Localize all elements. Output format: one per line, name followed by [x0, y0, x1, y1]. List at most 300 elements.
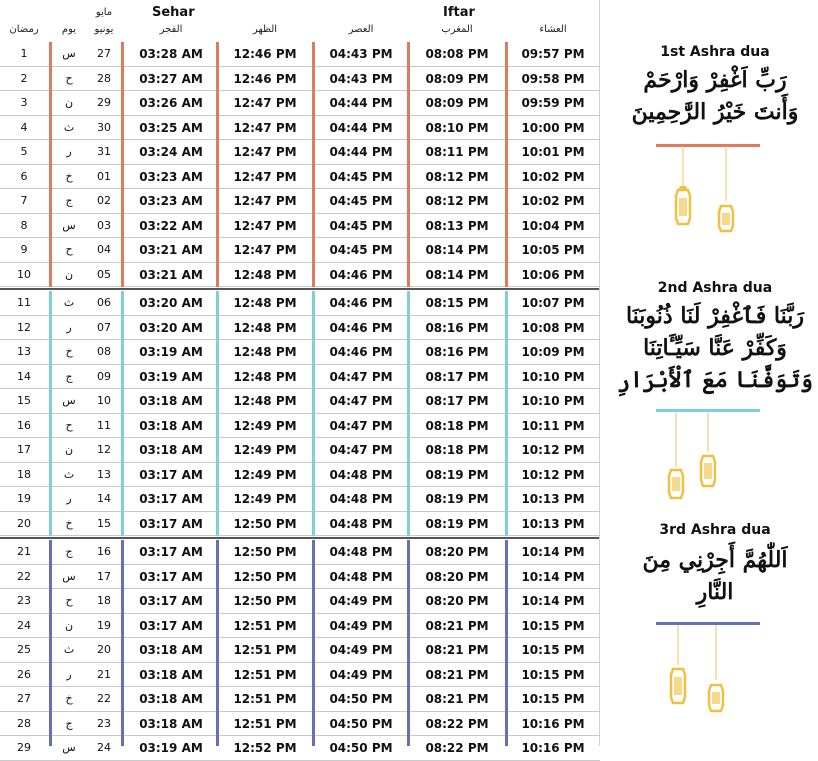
isha-time: 10:06 PM — [521, 267, 585, 282]
fajr-time: 03:17 AM — [139, 492, 203, 506]
isha-time: 10:12 PM — [521, 467, 585, 482]
table-row — [0, 638, 600, 663]
day-cell: خ — [65, 345, 73, 358]
table-right-border — [599, 0, 600, 746]
isha-time: 10:00 PM — [521, 120, 585, 135]
dua-3-title: 3rd Ashra dua — [659, 522, 771, 538]
column-divider — [312, 540, 315, 746]
fajr-time: 03:22 AM — [139, 218, 203, 233]
fajr-time: 03:18 AM — [139, 643, 203, 657]
zuhr-time: 12:49 PM — [233, 467, 297, 482]
ramadan-cell: 19 — [17, 492, 31, 505]
asr-time: 04:50 PM — [329, 692, 393, 706]
day-cell: ر — [66, 667, 72, 681]
fajr-time: 03:17 AM — [139, 545, 203, 559]
ramadan-cell: 4 — [20, 120, 28, 134]
column-divider — [121, 42, 124, 287]
day-cell: ج — [65, 369, 73, 383]
zuhr-time: 12:48 PM — [233, 296, 297, 310]
column-divider — [49, 540, 52, 746]
date-cell: 03 — [97, 218, 111, 232]
day-cell: ن — [64, 96, 74, 109]
day-cell: خ — [65, 169, 73, 183]
date-cell: 17 — [97, 569, 111, 583]
ashra-separator — [0, 537, 600, 539]
fajr-time: 03:19 AM — [139, 345, 203, 359]
zuhr-time: 12:49 PM — [233, 492, 297, 506]
fajr-time: 03:17 AM — [139, 594, 203, 608]
table-row — [0, 712, 600, 737]
maghrib-time: 08:09 PM — [425, 96, 489, 110]
zuhr-time: 12:47 PM — [233, 120, 297, 135]
table-row — [0, 91, 600, 116]
maghrib-time: 08:10 PM — [425, 120, 489, 135]
day-cell: ج — [65, 545, 73, 558]
day-header: يوم — [61, 24, 77, 35]
maghrib-time: 08:09 PM — [425, 71, 489, 86]
column-divider — [505, 540, 508, 746]
day-cell: ح — [65, 243, 73, 256]
zuhr-time: 12:51 PM — [233, 692, 297, 706]
column-divider — [407, 291, 410, 536]
maghrib-time: 08:12 PM — [425, 169, 489, 184]
ramadan-cell: 23 — [17, 594, 31, 607]
table-row — [0, 389, 600, 414]
column-divider — [407, 540, 410, 746]
isha-time: 09:58 PM — [521, 71, 585, 86]
day-cell: س — [62, 47, 76, 60]
day-cell: س — [62, 394, 76, 407]
day-cell: ن — [64, 267, 74, 281]
dua-2-text — [612, 300, 818, 396]
asr-time: 04:47 PM — [329, 443, 393, 457]
table-row — [0, 736, 600, 761]
ramadan-cell: 11 — [17, 296, 31, 309]
dua-1-line-1: رَبِّ اَغْفِرْ وَارْحَمْ — [643, 67, 787, 93]
fajr-time: 03:28 AM — [139, 47, 203, 61]
zuhr-time: 12:48 PM — [233, 394, 297, 408]
maghrib-time: 08:18 PM — [425, 443, 489, 457]
maghrib-time: 08:17 PM — [425, 394, 489, 408]
fajr-time: 03:18 AM — [139, 667, 203, 682]
date-cell: 24 — [97, 741, 111, 754]
asr-time: 04:50 PM — [329, 741, 393, 755]
zuhr-time: 12:51 PM — [233, 643, 297, 657]
date-cell: 10 — [97, 394, 111, 407]
asr-time: 04:48 PM — [329, 569, 393, 584]
maghrib-time: 08:21 PM — [425, 618, 489, 633]
table-row — [0, 687, 600, 712]
zuhr-time: 12:47 PM — [233, 169, 297, 184]
fajr-time: 03:18 AM — [139, 692, 203, 706]
asr-time: 04:44 PM — [329, 120, 393, 135]
asr-time: 04:45 PM — [329, 169, 393, 184]
fajr-time: 03:23 AM — [139, 194, 203, 208]
table-row — [0, 540, 600, 565]
zuhr-time: 12:52 PM — [233, 741, 297, 755]
ramadan-cell: 9 — [20, 243, 28, 256]
maghrib-time: 08:16 PM — [425, 345, 489, 359]
date-cell: 01 — [97, 169, 111, 183]
column-divider — [407, 42, 410, 287]
fajr-time: 03:25 AM — [139, 120, 203, 135]
table-row — [0, 116, 600, 141]
date-cell: 13 — [97, 467, 111, 481]
ramadan-cell: 25 — [17, 643, 31, 656]
day-cell: ر — [66, 145, 72, 158]
table-row — [0, 189, 600, 214]
zuhr-time: 12:50 PM — [233, 516, 297, 531]
zuhr-time: 12:50 PM — [233, 545, 297, 559]
column-divider — [49, 42, 52, 287]
dua-2-line-2: وَكَفِّرْ عَنَّا سَيِّـَٔاتِنَا — [643, 335, 787, 361]
table-row — [0, 512, 600, 537]
fajr-time: 03:23 AM — [139, 169, 203, 184]
zuhr-time: 12:49 PM — [233, 418, 297, 433]
zuhr-time: 12:48 PM — [233, 267, 297, 282]
asr-time: 04:46 PM — [329, 345, 393, 359]
column-divider — [216, 42, 219, 287]
table-row — [0, 238, 600, 263]
maghrib-time: 08:20 PM — [425, 545, 489, 559]
fajr-time: 03:18 AM — [139, 716, 203, 731]
fajr-time: 03:20 AM — [139, 296, 203, 310]
table-row — [0, 438, 600, 463]
ramadan-cell: 3 — [20, 96, 28, 109]
ramadan-cell: 15 — [17, 394, 31, 407]
fajr-time: 03:19 AM — [139, 741, 203, 755]
dua-panel — [612, 0, 818, 746]
date-cell: 14 — [97, 492, 111, 505]
isha-time: 10:13 PM — [521, 492, 585, 506]
isha-time: 09:57 PM — [521, 47, 585, 61]
ramadan-cell: 29 — [17, 741, 31, 754]
isha-time: 10:10 PM — [521, 394, 585, 408]
asr-time: 04:46 PM — [329, 267, 393, 282]
column-divider — [505, 42, 508, 287]
ashra-separator — [0, 288, 600, 290]
zuhr-time: 12:48 PM — [233, 369, 297, 384]
zuhr-time: 12:46 PM — [233, 47, 297, 61]
day-cell: ج — [65, 716, 73, 730]
ramadan-cell: 17 — [17, 443, 31, 456]
asr-header: العصر — [348, 24, 374, 35]
maghrib-header: المغرب — [441, 24, 473, 35]
maghrib-time: 08:12 PM — [425, 194, 489, 208]
column-divider — [312, 291, 315, 536]
maghrib-time: 08:08 PM — [425, 47, 489, 61]
maghrib-time: 08:14 PM — [425, 243, 489, 257]
isha-time: 10:09 PM — [521, 345, 585, 359]
isha-time: 10:16 PM — [521, 741, 585, 755]
day-cell: خ — [65, 516, 73, 530]
zuhr-time: 12:49 PM — [233, 443, 297, 457]
table-row — [0, 67, 600, 92]
ramadan-cell: 27 — [17, 692, 31, 705]
zuhr-time: 12:51 PM — [233, 618, 297, 633]
fajr-time: 03:17 AM — [139, 516, 203, 531]
isha-time: 10:13 PM — [521, 516, 585, 531]
day-cell: ث — [63, 120, 75, 134]
isha-time: 10:15 PM — [521, 667, 585, 682]
date-cell: 30 — [97, 120, 111, 134]
day-cell: ح — [65, 594, 73, 607]
lantern-icon — [664, 412, 734, 504]
dua-3-line-1: اَللّٰهُمَّ أَجِرْنِي مِنَ — [642, 547, 788, 573]
ramadan-cell: 20 — [17, 516, 31, 530]
zuhr-time: 12:47 PM — [233, 145, 297, 159]
isha-time: 10:10 PM — [521, 369, 585, 384]
column-divider — [216, 540, 219, 746]
iftar-header: Iftar — [443, 5, 475, 20]
asr-time: 04:47 PM — [329, 369, 393, 384]
column-divider — [49, 291, 52, 536]
table-row — [0, 263, 600, 288]
date-cell: 11 — [97, 418, 111, 432]
asr-time: 04:47 PM — [329, 394, 393, 408]
day-cell: ث — [63, 467, 75, 481]
maghrib-time: 08:11 PM — [425, 145, 489, 159]
ramadan-cell: 8 — [20, 218, 28, 232]
zuhr-header: الظهر — [252, 24, 278, 35]
dua-1-line-2: وَأَنتَ خَيْرُ الرَّٰحِمِينَ — [631, 99, 799, 125]
isha-time: 10:02 PM — [521, 194, 585, 208]
asr-time: 04:46 PM — [329, 296, 393, 310]
fajr-time: 03:21 AM — [139, 243, 203, 257]
ramadan-cell: 28 — [17, 716, 31, 730]
asr-time: 04:43 PM — [329, 47, 393, 61]
isha-time: 10:14 PM — [521, 569, 585, 584]
date-cell: 22 — [97, 692, 111, 705]
fajr-time: 03:27 AM — [139, 71, 203, 86]
table-row — [0, 414, 600, 439]
date-cell: 20 — [97, 643, 111, 656]
maghrib-time: 08:19 PM — [425, 492, 489, 506]
fajr-time: 03:17 AM — [139, 569, 203, 584]
dua-2-line-1: رَبَّنَا فَٱغْفِرْ لَنَا ذُنُوبَنَا — [625, 303, 805, 329]
isha-time: 10:04 PM — [521, 218, 585, 233]
isha-header: العشاء — [539, 24, 567, 35]
maghrib-time: 08:19 PM — [425, 516, 489, 531]
zuhr-time: 12:51 PM — [233, 716, 297, 731]
day-cell: س — [62, 569, 76, 583]
zuhr-time: 12:51 PM — [233, 667, 297, 682]
table-row — [0, 589, 600, 614]
maghrib-time: 08:17 PM — [425, 369, 489, 384]
zuhr-time: 12:50 PM — [233, 594, 297, 608]
fajr-time: 03:18 AM — [139, 443, 203, 457]
date-cell: 15 — [97, 516, 111, 530]
isha-time: 10:14 PM — [521, 545, 585, 559]
date-cell: 05 — [97, 267, 111, 281]
table-row — [0, 614, 600, 639]
date-cell: 28 — [97, 71, 111, 85]
isha-time: 10:08 PM — [521, 320, 585, 335]
maghrib-time: 08:16 PM — [425, 320, 489, 335]
day-cell: ث — [63, 296, 75, 309]
fajr-time: 03:21 AM — [139, 267, 203, 282]
table-row — [0, 214, 600, 239]
table-row — [0, 316, 600, 341]
may-header: مايو — [95, 7, 113, 18]
date-cell: 16 — [97, 545, 111, 558]
zuhr-time: 12:48 PM — [233, 345, 297, 359]
date-cell: 07 — [97, 320, 111, 334]
asr-time: 04:49 PM — [329, 643, 393, 657]
dua-1-title: 1st Ashra dua — [660, 44, 770, 60]
maghrib-time: 08:20 PM — [425, 569, 489, 584]
ramadan-cell: 12 — [17, 320, 31, 334]
date-cell: 23 — [97, 716, 111, 730]
date-cell: 19 — [97, 618, 111, 632]
fajr-time: 03:19 AM — [139, 369, 203, 384]
column-divider — [312, 42, 315, 287]
day-cell: خ — [65, 692, 73, 705]
date-cell: 21 — [97, 667, 111, 681]
isha-time: 10:14 PM — [521, 594, 585, 608]
dua-3-line-2: النَّارِ — [696, 579, 734, 605]
date-cell: 18 — [97, 594, 111, 607]
zuhr-time: 12:47 PM — [233, 218, 297, 233]
asr-time: 04:47 PM — [329, 418, 393, 433]
day-cell: ن — [64, 443, 74, 456]
asr-time: 04:45 PM — [329, 194, 393, 208]
day-cell: ح — [65, 418, 73, 432]
june-header: يونيو — [94, 24, 114, 35]
date-cell: 08 — [97, 345, 111, 358]
asr-time: 04:49 PM — [329, 594, 393, 608]
fajr-time: 03:26 AM — [139, 96, 203, 110]
dua-2-line-3: وَتَوَفَّنَا مَعَ ٱلْأَبْرَارِ — [617, 367, 813, 393]
day-cell: س — [62, 741, 76, 754]
fajr-time: 03:24 AM — [139, 145, 203, 159]
asr-time: 04:44 PM — [329, 145, 393, 159]
asr-time: 04:46 PM — [329, 320, 393, 335]
lantern-icon — [664, 625, 734, 720]
isha-time: 10:05 PM — [521, 243, 585, 257]
ramadan-cell: 7 — [20, 194, 28, 207]
table-row — [0, 140, 600, 165]
asr-time: 04:48 PM — [329, 545, 393, 559]
fajr-time: 03:18 AM — [139, 394, 203, 408]
date-cell: 02 — [97, 194, 111, 207]
maghrib-time: 08:22 PM — [425, 741, 489, 755]
maghrib-time: 08:22 PM — [425, 716, 489, 731]
date-cell: 09 — [97, 369, 111, 383]
fajr-time: 03:17 AM — [139, 467, 203, 482]
ramadan-cell: 18 — [17, 467, 31, 481]
day-cell: ث — [63, 643, 75, 656]
dua-3-text — [612, 544, 818, 608]
maghrib-time: 08:13 PM — [425, 218, 489, 233]
asr-time: 04:48 PM — [329, 516, 393, 531]
ramadan-cell: 14 — [17, 369, 31, 383]
zuhr-time: 12:46 PM — [233, 71, 297, 86]
sehar-header: Sehar — [152, 5, 195, 20]
table-row — [0, 340, 600, 365]
zuhr-time: 12:50 PM — [233, 569, 297, 584]
asr-time: 04:49 PM — [329, 667, 393, 682]
day-cell: ر — [66, 492, 72, 505]
dua-1-text — [612, 64, 818, 128]
fajr-time: 03:20 AM — [139, 320, 203, 335]
asr-time: 04:48 PM — [329, 492, 393, 506]
lantern-icon — [668, 146, 738, 236]
isha-time: 10:12 PM — [521, 443, 585, 457]
maghrib-time: 08:19 PM — [425, 467, 489, 482]
isha-time: 10:15 PM — [521, 692, 585, 706]
isha-time: 10:02 PM — [521, 169, 585, 184]
table-row — [0, 165, 600, 190]
asr-time: 04:44 PM — [329, 96, 393, 110]
asr-time: 04:50 PM — [329, 716, 393, 731]
maghrib-time: 08:20 PM — [425, 594, 489, 608]
date-cell: 06 — [97, 296, 111, 309]
maghrib-time: 08:14 PM — [425, 267, 489, 282]
table-row — [0, 487, 600, 512]
column-divider — [121, 291, 124, 536]
ramadan-cell: 26 — [17, 667, 31, 681]
maghrib-time: 08:15 PM — [425, 296, 489, 310]
date-cell: 04 — [97, 243, 111, 256]
isha-time: 10:11 PM — [521, 418, 585, 433]
asr-time: 04:48 PM — [329, 467, 393, 482]
ramadan-cell: 24 — [17, 618, 31, 632]
zuhr-time: 12:47 PM — [233, 194, 297, 208]
ramadan-cell: 10 — [17, 267, 31, 281]
maghrib-time: 08:18 PM — [425, 418, 489, 433]
table-row — [0, 565, 600, 590]
ramadan-header: رمضان — [9, 24, 39, 35]
zuhr-time: 12:47 PM — [233, 96, 297, 110]
asr-time: 04:49 PM — [329, 618, 393, 633]
maghrib-time: 08:21 PM — [425, 643, 489, 657]
asr-time: 04:45 PM — [329, 218, 393, 233]
isha-time: 10:15 PM — [521, 643, 585, 657]
ramadan-cell: 21 — [17, 545, 31, 558]
isha-time: 10:15 PM — [521, 618, 585, 633]
isha-time: 10:16 PM — [521, 716, 585, 731]
table-row — [0, 463, 600, 488]
date-cell: 12 — [97, 443, 111, 456]
ramadan-cell: 6 — [20, 169, 28, 183]
table-row — [0, 365, 600, 390]
date-cell: 27 — [97, 47, 111, 60]
ramadan-cell: 16 — [17, 418, 31, 432]
maghrib-time: 08:21 PM — [425, 667, 489, 682]
fajr-time: 03:18 AM — [139, 418, 203, 433]
date-cell: 31 — [97, 145, 111, 158]
day-cell: ج — [65, 194, 73, 207]
table-row — [0, 291, 600, 316]
isha-time: 10:07 PM — [521, 296, 585, 310]
day-cell: ر — [66, 320, 72, 334]
asr-time: 04:43 PM — [329, 71, 393, 86]
day-cell: ن — [64, 618, 74, 632]
ramadan-cell: 13 — [17, 345, 31, 358]
column-divider — [121, 540, 124, 746]
ramadan-cell: 1 — [20, 47, 28, 60]
table-row — [0, 42, 600, 67]
zuhr-time: 12:47 PM — [233, 243, 297, 257]
column-divider — [505, 291, 508, 536]
ramadan-cell: 22 — [17, 569, 31, 583]
date-cell: 29 — [97, 96, 111, 109]
ramadan-cell: 5 — [20, 145, 28, 158]
column-divider — [216, 291, 219, 536]
isha-time: 10:01 PM — [521, 145, 585, 159]
isha-time: 09:59 PM — [521, 96, 585, 110]
